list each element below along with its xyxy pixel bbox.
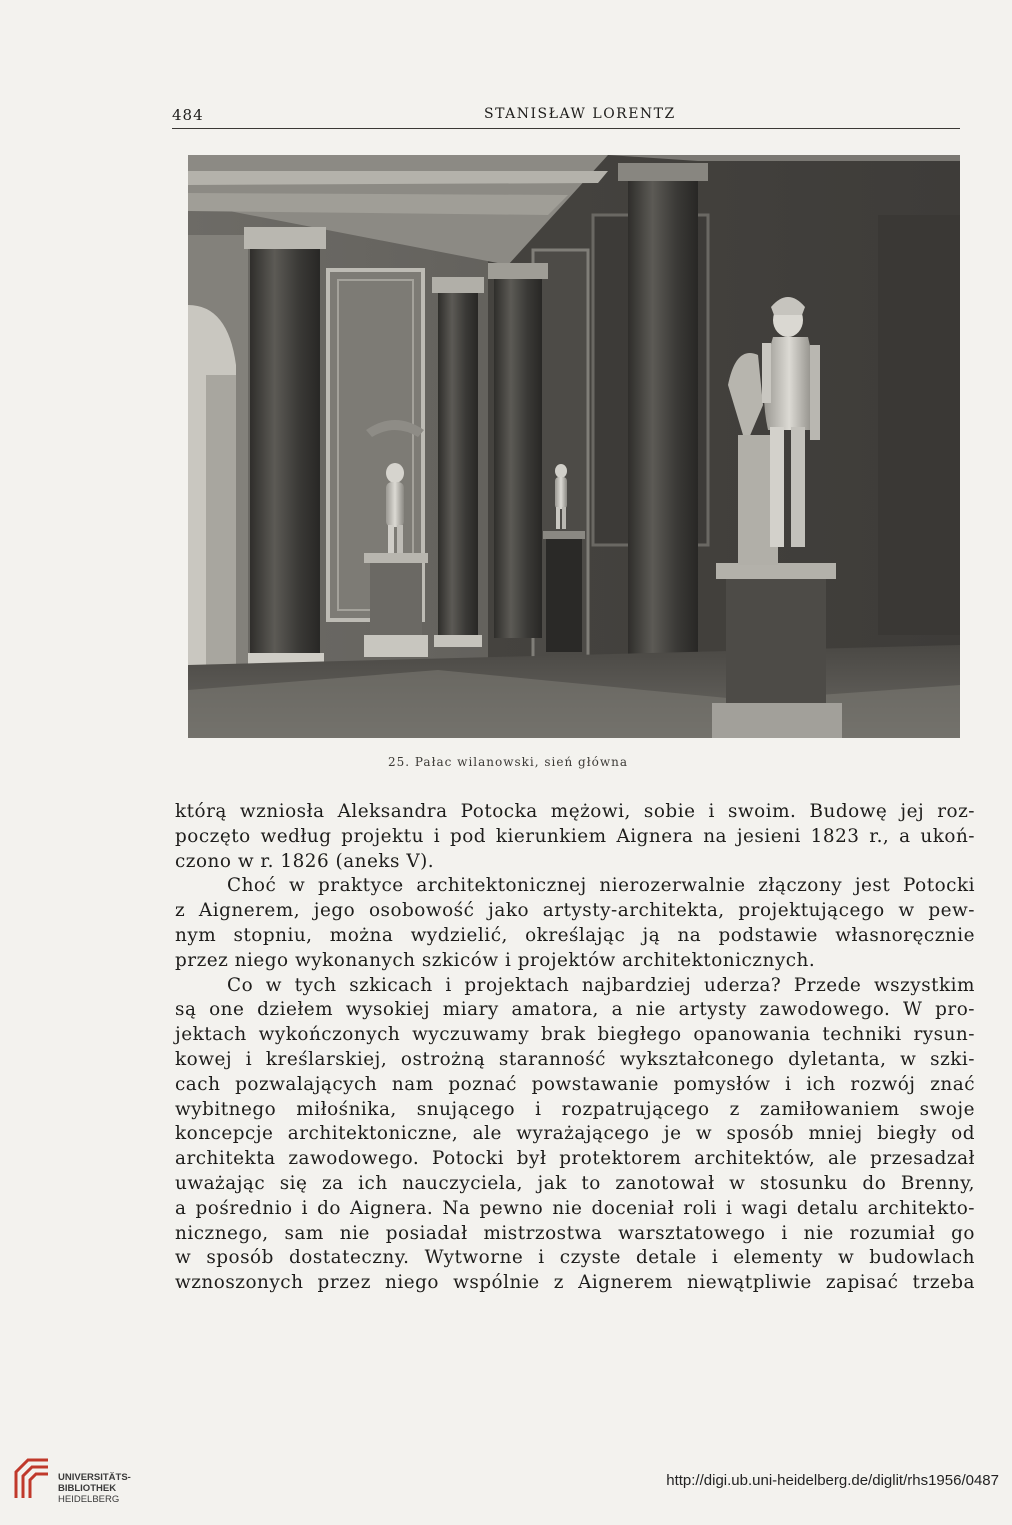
text-line: koncepcje architektoniczne, ale wyrażającego je w sposób mniej biegły od bbox=[175, 1123, 975, 1145]
text-line: w sposób dostateczny. Wytworne i czyste detale i elementy w budowlach bbox=[175, 1247, 975, 1269]
text-line: uważając się za ich nauczyciela, jak to zanotował w stosunku do Brenny, bbox=[175, 1172, 975, 1194]
text-line: są one dziełem wysokiej miary amatora, a nie artysty zawodowego. W pro- bbox=[175, 999, 975, 1021]
library-logo-icon bbox=[12, 1458, 52, 1500]
text-line: jektach wykończonych wyczuwamy brak biegłego opanowania techniki rysun- bbox=[175, 1024, 975, 1046]
figure-caption: 25. Pałac wilanowski, sień główna bbox=[388, 755, 628, 769]
library-logo-text bbox=[58, 1472, 131, 1505]
text-line: Choć w praktyce architektonicznej nierozerwalnie złączony jest Potocki bbox=[227, 875, 975, 897]
running-head: STANISŁAW LORENTZ bbox=[484, 106, 676, 122]
page-number: 484 bbox=[172, 106, 204, 124]
text-line: nicznego, sam nie posiadał mistrzostwa warsztatowego i nie rozumiał go bbox=[175, 1222, 975, 1244]
text-line: wybitnego miłośnika, snującego i rozpatrującego z zamiłowaniem swoje bbox=[175, 1098, 975, 1120]
text-line: architekta zawodowego. Potocki był protektorem architektów, ale przesadzał bbox=[175, 1148, 975, 1170]
logo-line-1: UNIVERSITÄTS- bbox=[58, 1472, 131, 1483]
text-line: Co w tych szkicach i projektach najbardziej uderza? Przede wszystkim bbox=[227, 974, 975, 996]
text-line: przez niego wykonanych szkiców i projektów architektonicznych. bbox=[175, 949, 816, 971]
text-line: czono w r. 1826 (aneks V). bbox=[175, 850, 435, 872]
text-line: cach pozwalających nam poznać powstawanie pomysłów i ich rozwój znać bbox=[175, 1073, 975, 1095]
text-line: którą wzniosła Aleksandra Potocka mężowi, sobie i swoim. Budowę jej roz- bbox=[175, 801, 975, 822]
text-line: a pośrednio i do Aignera. Na pewno nie doceniał roli i wagi detalu architekto- bbox=[175, 1197, 975, 1219]
body-text bbox=[175, 800, 975, 1296]
text-line: wznoszonych przez niego wspólnie z Aignerem niewątpliwie zapisać trzeba bbox=[175, 1272, 975, 1294]
text-line: kowej i kreślarskiej, ostrożną staranność wykształconego dyletanta, w szki- bbox=[175, 1048, 975, 1070]
source-url-link[interactable]: http://digi.ub.uni-heidelberg.de/diglit/rhs1956/0487 bbox=[666, 1472, 999, 1489]
text-line: z Aignerem, jego osobowość jako artysty-architekta, projektującego w pew- bbox=[175, 900, 975, 922]
figure-photo-palace-hall bbox=[188, 155, 960, 738]
logo-line-2: BIBLIOTHEK bbox=[58, 1483, 117, 1494]
text-line: poczęto według projektu i pod kierunkiem Aignera na jesieni 1823 r., a ukoń- bbox=[175, 825, 975, 847]
logo-line-3: HEIDELBERG bbox=[58, 1494, 120, 1505]
text-line: nym stopniu, można wydzielić, określając ją na podstawie własnoręcznie bbox=[175, 924, 975, 946]
page-header bbox=[172, 102, 960, 129]
library-logo[interactable] bbox=[12, 1458, 162, 1506]
